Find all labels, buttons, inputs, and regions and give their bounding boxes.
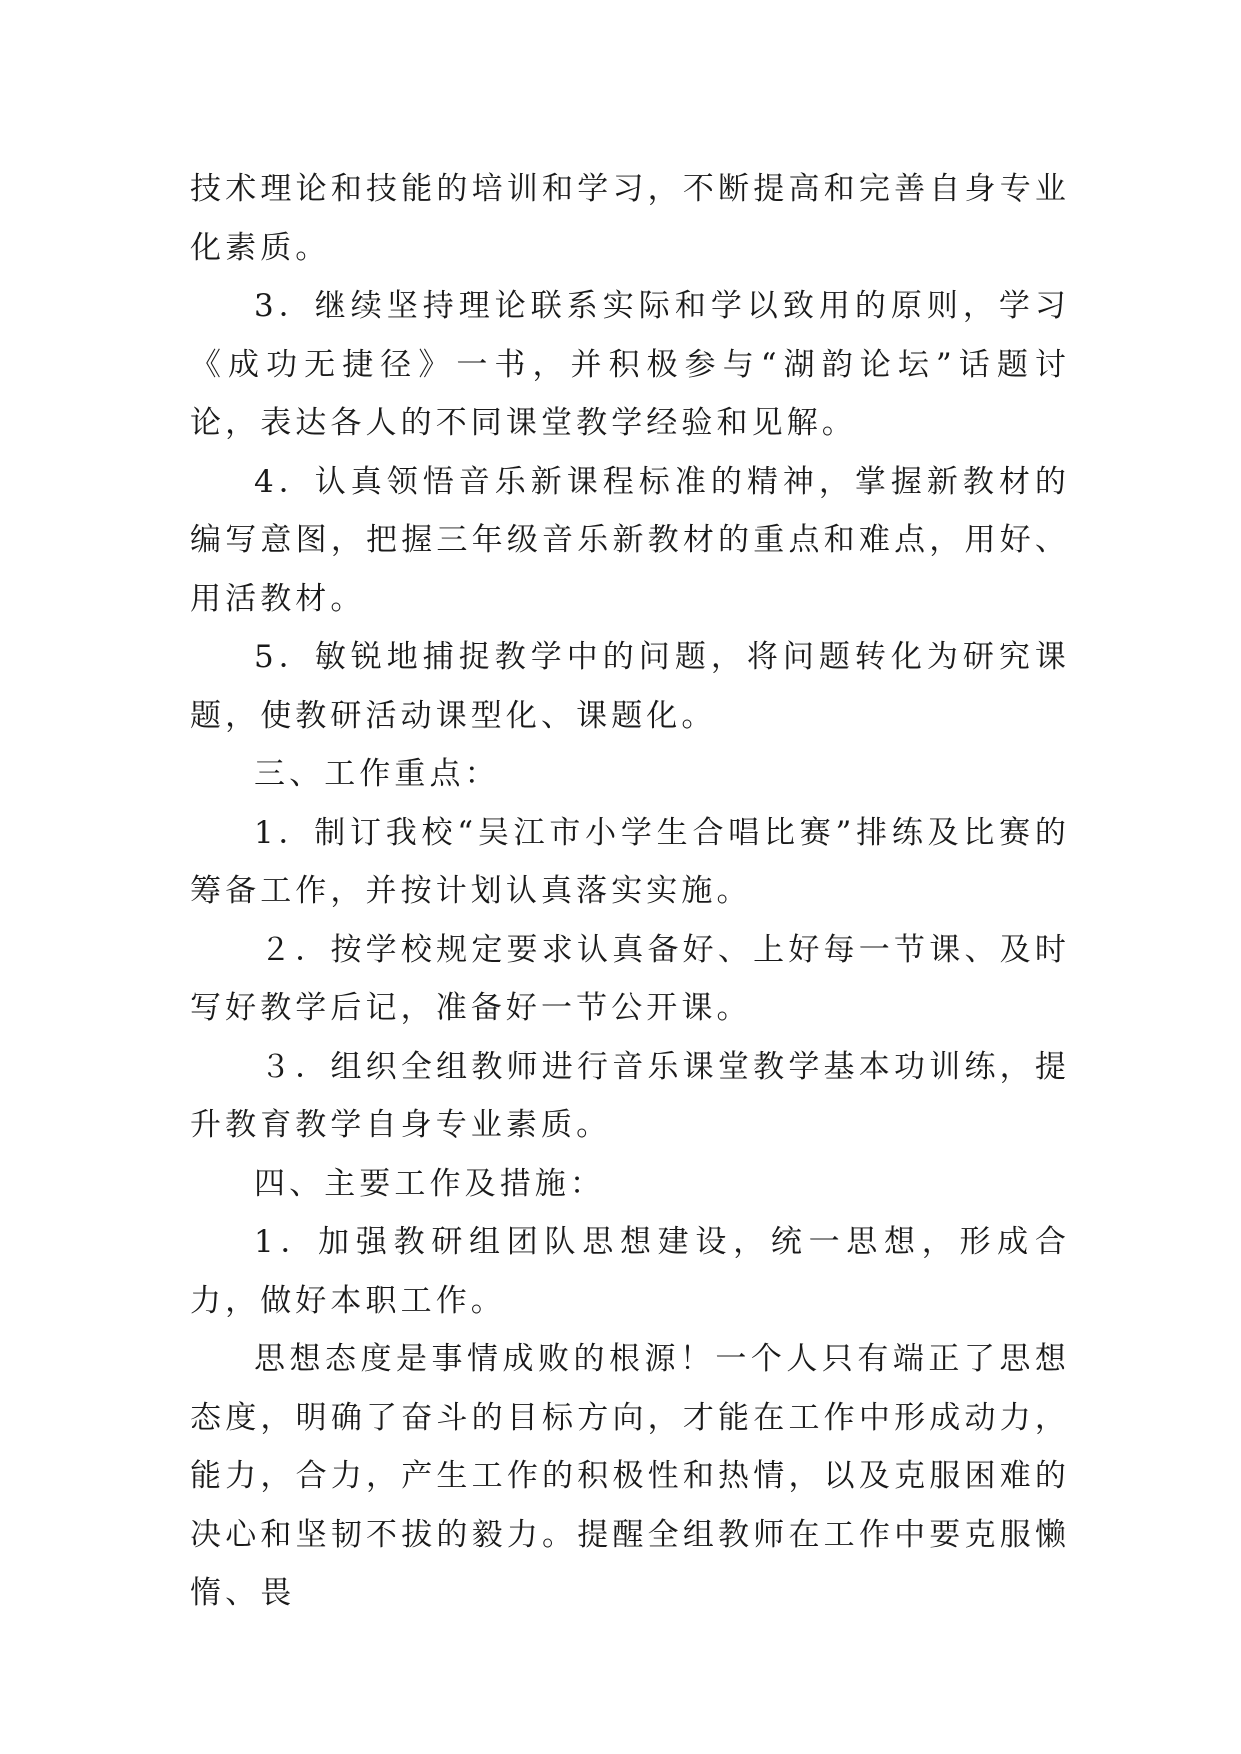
paragraph-focus-3: ３．组织全组教师进行音乐课堂教学基本功训练，提升教育教学自身专业素质。	[190, 1048, 1070, 1143]
section-heading-work-focus: 三、工作重点：	[254, 756, 500, 792]
paragraph-item-5: 5．敏锐地捕捉教学中的问题，将问题转化为研究课题，使教研活动课型化、课题化。	[190, 639, 1070, 734]
paragraph-focus-1: 1．制订我校“吴江市小学生合唱比赛”排练及比赛的筹备工作，并按计划认真落实实施。	[190, 814, 1070, 909]
section-heading-main-work: 四、主要工作及措施：	[254, 1165, 605, 1202]
paragraph-continued: 技术理论和技能的培训和学习，不断提高和完善自身专业化素质。	[190, 171, 1070, 266]
paragraph-item-3: 3．继续坚持理论联系实际和学以致用的原则，学习《成功无捷径》一书，并积极参与“湖韵论坛”话题讨论，表达各人的不同课堂教学经验和见解。	[190, 288, 1070, 441]
document-body	[190, 160, 1070, 1623]
paragraph-measure-1: 1．加强教研组团队思想建设，统一思想，形成合力，做好本职工作。	[190, 1224, 1070, 1319]
paragraph-item-4: 4．认真领悟音乐新课程标准的精神，掌握新教材的编写意图，把握三年级音乐新教材的重点和难点，用好、用活教材。	[190, 463, 1070, 617]
paragraph-focus-2: ２．按学校规定要求认真备好、上好每一节课、及时写好教学后记，准备好一节公开课。	[190, 931, 1070, 1026]
paragraph-attitude: 思想态度是事情成败的根源！一个人只有端正了思想态度，明确了奋斗的目标方向，才能在工作中形成动力，能力，合力，产生工作的积极性和热情，以及克服困难的决心和坚韧不拔的毅力。提醒全组教师在工作中要克服懒惰、畏	[190, 1341, 1070, 1611]
